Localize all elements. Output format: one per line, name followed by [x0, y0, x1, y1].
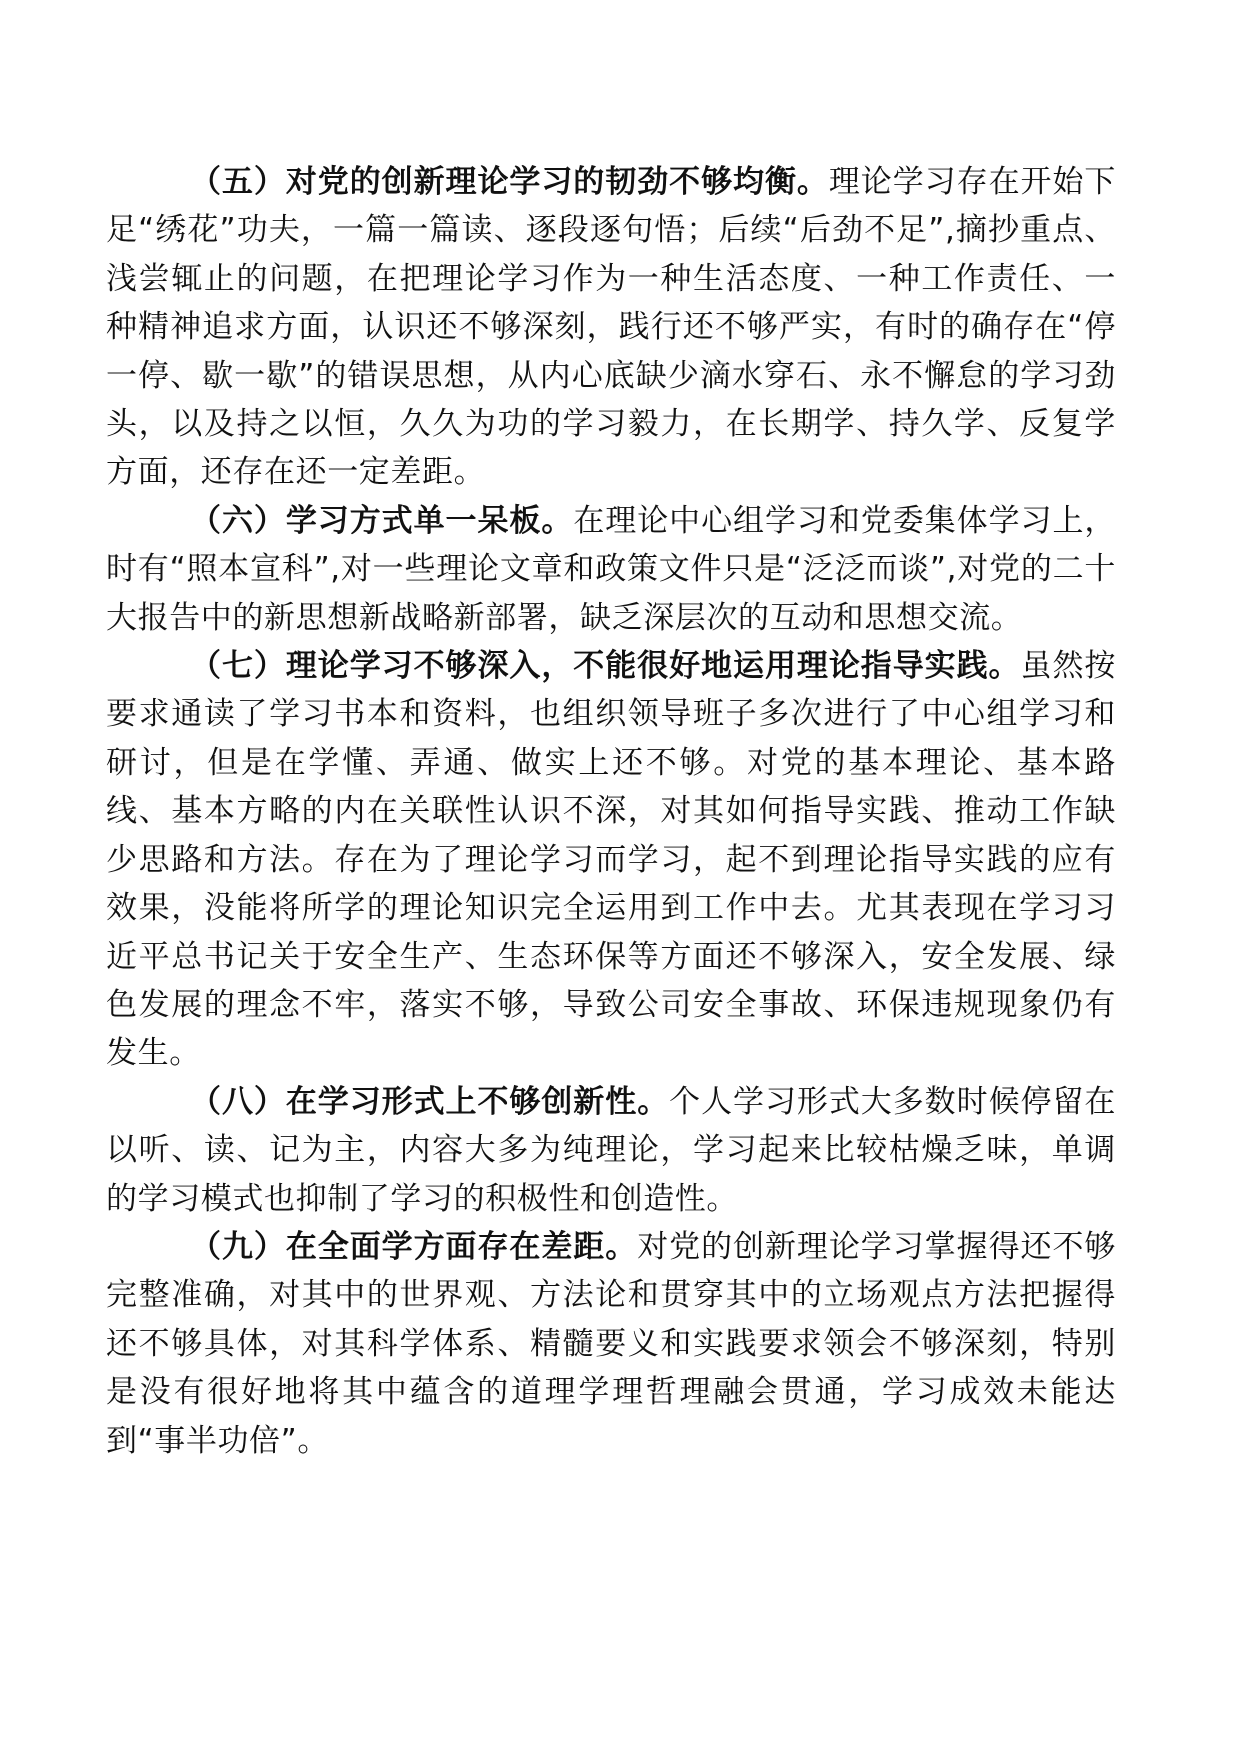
- section-body: 对党的创新理论学习掌握得还不够完整准确，对其中的世界观、方法论和贯穿其中的立场观点方法把握得还不够具体，对其科学体系、精髓要义和实践要求领会不够深刻，特别是没有很好地将其中蕴含的道理学理哲理融会贯通，学习成效未能达到“事半功倍”。: [106, 1228, 1116, 1459]
- section-7: [106, 642, 1116, 1078]
- section-heading: （九）在全面学方面存在差距。: [190, 1228, 638, 1265]
- section-5: [106, 158, 1116, 497]
- section-body: 个人学习形式大多数时候停留在以听、读、记为主，内容大多为纯理论，学习起来比较枯燥乏味，单调的学习模式也抑制了学习的积极性和创造性。: [106, 1083, 1116, 1217]
- section-body: 在理论中心组学习和党委集体学习上，时有“照本宣科”,对一些理论文章和政策文件只是“泛泛而谈”,对党的二十大报告中的新思想新战略新部署，缺乏深层次的互动和思想交流。: [106, 502, 1116, 636]
- section-8: [106, 1078, 1116, 1223]
- section-9: [106, 1223, 1116, 1465]
- document-page: [106, 158, 1116, 1465]
- section-heading: （八）在学习形式上不够创新性。: [190, 1083, 670, 1120]
- section-heading: （七）理论学习不够深入，不能很好地运用理论指导实践。: [190, 648, 1021, 685]
- section-body: 虽然按要求通读了学习书本和资料，也组织领导班子多次进行了中心组学习和研讨，但是在学懂、弄通、做实上还不够。对党的基本理论、基本路线、基本方略的内在关联性认识不深，对其如何指导实践、推动工作缺少思路和方法。存在为了理论学习而学习，起不到理论指导实践的应有效果，没能将所学的理论知识完全运用到工作中去。尤其表现在学习习近平总书记关于安全生产、生态环保等方面还不够深入，安全发展、绿色发展的理念不牢，落实不够，导致公司安全事故、环保违规现象仍有发生。: [106, 648, 1116, 1072]
- section-6: [106, 497, 1116, 642]
- section-heading: （五）对党的创新理论学习的韧劲不够均衡。: [190, 164, 829, 200]
- section-body: 理论学习存在开始下足“绣花”功夫，一篇一篇读、逐段逐句悟；后续“后劲不足”,摘抄重点、浅尝辄止的问题，在把理论学习作为一种生活态度、一种工作责任、一种精神追求方面，认识还不够深刻，践行还不够严实，有时的确存在“停一停、歇一歇”的错误思想，从内心底缺少滴水穿石、永不懈怠的学习劲头，以及持之以恒，久久为功的学习毅力，在长期学、持久学、反复学方面，还存在还一定差距。: [106, 164, 1116, 491]
- section-heading: （六）学习方式单一呆板。: [190, 502, 574, 539]
